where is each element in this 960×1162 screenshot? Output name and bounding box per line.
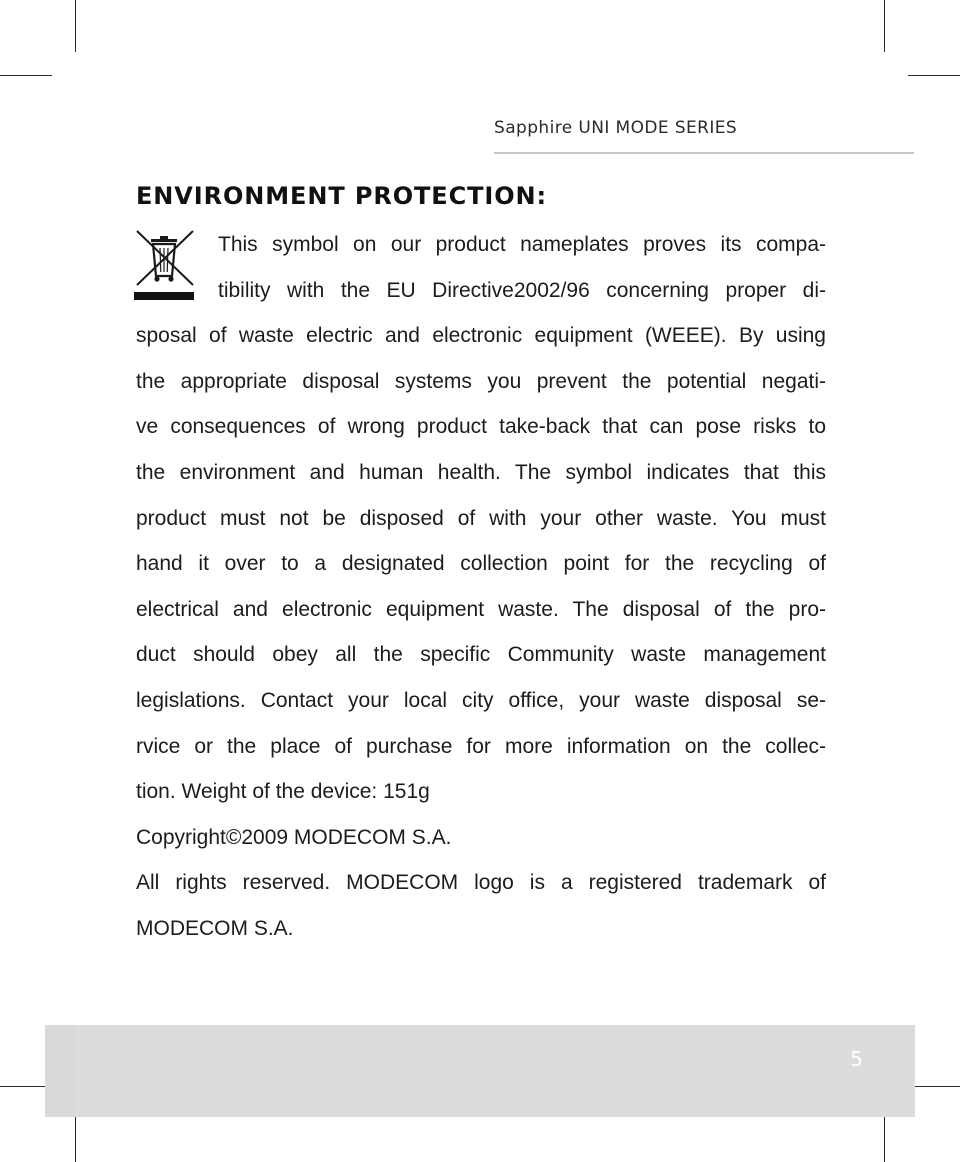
body-line: tibility with the EU Directive2002/96 concerning proper di- [218, 278, 826, 302]
rights-line: All rights reserved. MODECOM logo is a registered trademark of [136, 871, 826, 895]
body-line: product must not be disposed of with your other waste. You must [136, 506, 826, 530]
copyright-line: Copyright©2009 MODECOM S.A. [136, 825, 452, 849]
rights-line: MODECOM S.A. [136, 916, 294, 940]
crop-mark-top-right-vertical [884, 0, 885, 52]
section-title: ENVIRONMENT PROTECTION: [136, 182, 547, 210]
crop-mark-top-right-horizontal [908, 75, 960, 76]
running-header: Sapphire UNI MODE SERIES [494, 118, 738, 138]
footer-bar-fill [75, 1025, 915, 1117]
body-line: the environment and human health. The symbol indicates that this [136, 460, 826, 484]
body-line: This symbol on our product nameplates proves its compa- [218, 233, 826, 256]
crop-mark-bottom-right-vertical [884, 1110, 885, 1162]
page-number: 5 [850, 1047, 863, 1071]
crop-mark-bottom-left-vertical [75, 1110, 76, 1162]
body-line: duct should obey all the specific Community waste management [136, 643, 826, 667]
crop-mark-top-left-horizontal [0, 75, 52, 76]
body-line: electrical and electronic equipment waste. The disposal of the pro- [136, 597, 826, 621]
body-line: ve consequences of wrong product take-back that can pose risks to [136, 415, 826, 439]
body-line: legislations. Contact your local city office, your waste disposal se- [136, 688, 826, 712]
footer-bar [45, 1025, 915, 1117]
body-line: rvice or the place of purchase for more information on the collec- [136, 734, 826, 758]
crop-mark-top-left-vertical [75, 0, 76, 52]
body-line: hand it over to a designated collection point for the recycling of [136, 552, 826, 576]
crop-mark-bottom-right-horizontal [908, 1086, 960, 1087]
body-line: sposal of waste electric and electronic equipment (WEEE). By using [136, 324, 826, 348]
body-line: the appropriate disposal systems you prevent the potential negati- [136, 369, 826, 393]
body-line: tion. Weight of the device: 151g [136, 780, 430, 804]
body-paragraph [136, 222, 826, 952]
header-rule [494, 152, 914, 154]
